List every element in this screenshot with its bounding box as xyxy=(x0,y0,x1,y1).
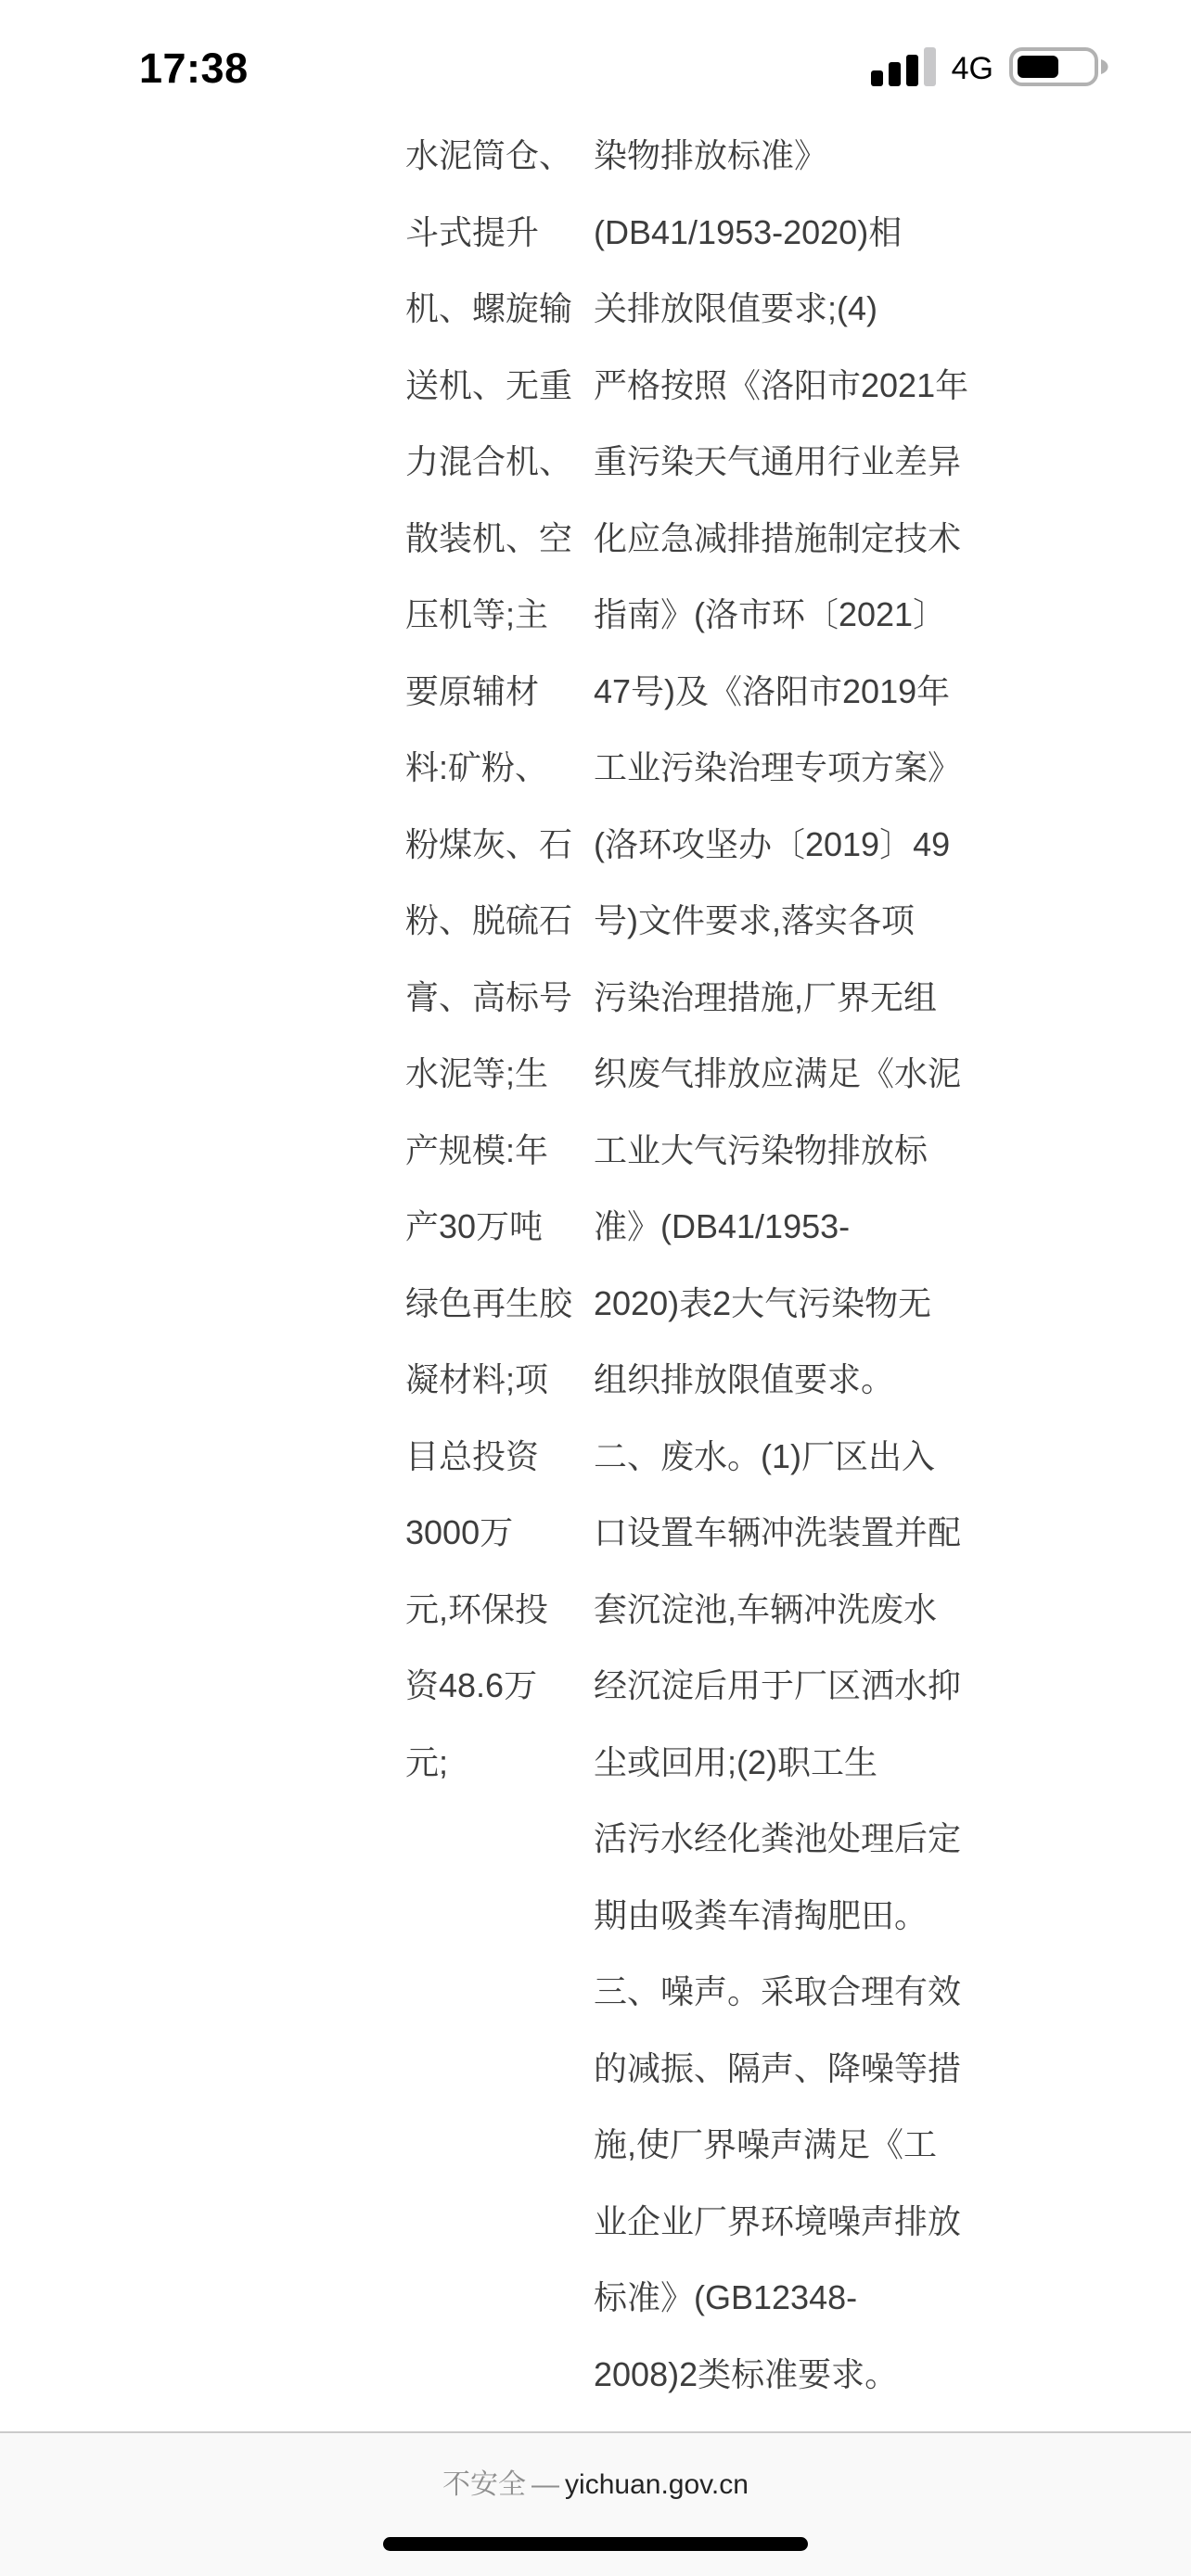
table-cell-right xyxy=(594,118,992,2413)
text-line: 工业大气污染物排放标 xyxy=(594,1130,928,1169)
text-line: 斗式提升 xyxy=(405,212,540,251)
text-line: 二、废水。(1)厂区出入 xyxy=(594,1436,935,1475)
text-line: 散装机、空 xyxy=(405,518,573,557)
text-line: 组织排放限值要求。 xyxy=(594,1360,895,1398)
text-line: 水泥筒仓、 xyxy=(405,136,573,174)
text-line: 三、噪声。采取合理有效 xyxy=(594,1972,962,2010)
text-line: 压机等;主 xyxy=(405,595,549,633)
text-line: 标准》(GB12348- xyxy=(594,2278,858,2316)
text-line: 水泥等;生 xyxy=(405,1054,549,1092)
text-line: 重污染天气通用行业差异 xyxy=(594,442,962,480)
cellular-signal-icon xyxy=(871,47,936,91)
security-status-label: 不安全 xyxy=(442,2469,527,2500)
text-line: 要原辅材 xyxy=(405,671,540,710)
text-line: 化应急减排措施制定技术 xyxy=(594,518,962,557)
text-line: 活污水经化粪池处理后定 xyxy=(594,1819,962,1857)
text-line: 3000万 xyxy=(405,1513,514,1551)
text-line: 粉、脱硫石 xyxy=(405,901,573,939)
table-cell-left xyxy=(405,118,591,1801)
text-line: 47号)及《洛阳市2019年 xyxy=(594,671,951,710)
text-line: 膏、高标号 xyxy=(405,977,573,1016)
text-line: 尘或回用;(2)职工生 xyxy=(594,1742,878,1781)
text-line: 经沉淀后用于厂区洒水抑 xyxy=(594,1666,962,1704)
text-line: 染物排放标准》 xyxy=(594,136,828,174)
text-line: 工业污染治理专项方案》 xyxy=(594,748,962,786)
text-line: 产30万吨 xyxy=(405,1207,544,1245)
clock-label: 17:38 xyxy=(139,45,249,92)
text-line: 严格按照《洛阳市2021年 xyxy=(594,365,969,404)
network-type-label: 4G xyxy=(951,51,993,86)
text-line: 业企业厂界环境噪声排放 xyxy=(594,2201,962,2240)
address-separator: — xyxy=(531,2469,560,2500)
text-line: 力混合机、 xyxy=(405,442,573,480)
text-line: 污染治理措施,厂界无组 xyxy=(594,977,938,1016)
address-bar[interactable] xyxy=(0,2468,1191,2502)
url-domain-label: yichuan.gov.cn xyxy=(565,2469,749,2500)
text-line: (DB41/1953-2020)相 xyxy=(594,212,903,251)
text-line: 目总投资 xyxy=(405,1436,540,1475)
text-line: 凝材料;项 xyxy=(405,1360,549,1398)
text-line: 号)文件要求,落实各项 xyxy=(594,901,915,939)
text-line: 口设置车辆冲洗装置并配 xyxy=(594,1513,962,1551)
text-line: 套沉淀池,车辆冲洗废水 xyxy=(594,1589,938,1628)
text-line: 料:矿粉、 xyxy=(405,748,549,786)
text-line: 资48.6万 xyxy=(405,1666,538,1704)
text-line: 织废气排放应满足《水泥 xyxy=(594,1054,962,1092)
text-line: 关排放限值要求;(4) xyxy=(594,289,878,327)
text-line: 机、螺旋输 xyxy=(405,289,573,327)
text-line: 准》(DB41/1953- xyxy=(594,1207,851,1245)
text-line: 元; xyxy=(405,1742,449,1781)
text-line: 指南》(洛市环〔2021〕 xyxy=(594,595,947,633)
text-line: 元,环保投 xyxy=(405,1589,549,1628)
text-line: 粉煤灰、石 xyxy=(405,824,573,863)
text-line: 2020)表2大气污染物无 xyxy=(594,1283,932,1322)
text-line: (洛环攻坚办〔2019〕49 xyxy=(594,824,951,863)
text-line: 产规模:年 xyxy=(405,1130,549,1169)
text-line: 2008)2类标准要求。 xyxy=(594,2354,899,2393)
battery-icon xyxy=(1009,47,1111,91)
text-line: 施,使厂界噪声满足《工 xyxy=(594,2125,938,2163)
status-bar-right-cluster xyxy=(871,48,1111,89)
web-page-content[interactable] xyxy=(0,108,1191,2429)
text-line: 的减振、隔声、降噪等措 xyxy=(594,2048,962,2087)
home-indicator[interactable] xyxy=(383,2537,808,2551)
text-line: 期由吸粪车清掏肥田。 xyxy=(594,1895,928,1934)
text-line: 送机、无重 xyxy=(405,365,573,404)
text-line: 绿色再生胶 xyxy=(405,1283,573,1322)
safari-bottom-bar xyxy=(0,2431,1191,2576)
